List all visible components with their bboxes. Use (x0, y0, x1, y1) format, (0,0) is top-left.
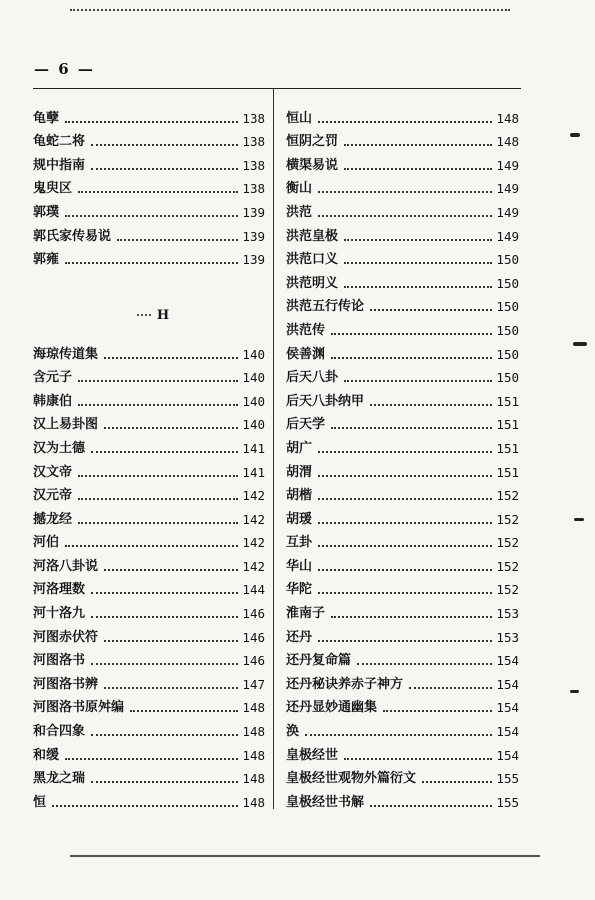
entry-page-number: 139 (242, 228, 265, 244)
dot-leader (91, 781, 238, 783)
entry-page-number: 149 (496, 204, 519, 220)
dot-leader (65, 215, 238, 217)
entry-term: 河洛八卦说 (33, 558, 99, 574)
index-entry (286, 575, 519, 599)
entry-page-number: 149 (496, 181, 519, 197)
entry-term: 河洛理数 (33, 582, 86, 598)
entry-term: 黑龙之瑞 (33, 771, 86, 787)
index-entry (33, 481, 265, 505)
index-entry (33, 410, 265, 434)
index-entry (33, 646, 265, 670)
entry-page-number: 150 (496, 299, 519, 315)
dot-leader (344, 239, 492, 241)
entry-page-number: 146 (242, 606, 265, 622)
index-entry (286, 504, 519, 528)
entry-page-number: 138 (242, 110, 265, 126)
dot-leader (409, 687, 492, 689)
entry-term: 胡瑗 (286, 511, 313, 527)
dot-leader (78, 191, 238, 193)
entry-page-number: 149 (496, 228, 519, 244)
entry-term: 龟孽 (33, 110, 60, 126)
dot-leader (331, 333, 492, 335)
entry-page-number: 148 (242, 700, 265, 716)
index-column-right (286, 103, 519, 811)
index-entry (33, 551, 265, 575)
index-entry (33, 669, 265, 693)
entry-page-number: 152 (496, 511, 519, 527)
entry-term: 还丹秘诀养赤子神方 (286, 676, 404, 692)
index-entry (286, 716, 519, 740)
page-number: — 6 — (34, 60, 95, 78)
entry-term: 海琼传道集 (33, 346, 99, 362)
dot-leader (331, 427, 492, 429)
dot-leader (318, 475, 492, 477)
index-entry (286, 457, 519, 481)
entry-page-number: 150 (496, 275, 519, 291)
dot-leader (331, 616, 492, 618)
entry-page-number: 153 (496, 629, 519, 645)
index-entry (33, 528, 265, 552)
entry-term: 还丹显妙通幽集 (286, 700, 378, 716)
dot-leader (104, 640, 238, 642)
section-letter: H (156, 307, 170, 323)
entry-page-number: 153 (496, 606, 519, 622)
entry-term: 汉文帝 (33, 464, 73, 480)
dot-leader (318, 569, 492, 571)
dot-leader (65, 545, 238, 547)
entry-page-number: 148 (496, 110, 519, 126)
dot-leader (422, 781, 492, 783)
dot-leader (370, 404, 492, 406)
index-entry (286, 245, 519, 269)
index-entry (33, 386, 265, 410)
index-entry (286, 669, 519, 693)
entry-term: 韩康伯 (33, 393, 73, 409)
dot-leader (318, 215, 492, 217)
dot-leader (305, 734, 492, 736)
entry-term: 华山 (286, 558, 313, 574)
entry-term: 郭璞 (33, 204, 60, 220)
entry-page-number: 142 (242, 488, 265, 504)
dot-leader (344, 380, 492, 382)
scan-edge-bottom (70, 855, 540, 857)
entry-term: 河伯 (33, 535, 60, 551)
scan-speck (573, 342, 587, 346)
dot-leader (331, 357, 492, 359)
entry-term: 河图赤伏符 (33, 629, 99, 645)
index-entry (286, 268, 519, 292)
index-column-left (33, 103, 265, 811)
index-entry (33, 174, 265, 198)
index-entry (33, 103, 265, 127)
entry-term: 规中指南 (33, 157, 86, 173)
entry-page-number: 144 (242, 582, 265, 598)
entry-page-number: 141 (242, 464, 265, 480)
entry-page-number: 148 (242, 794, 265, 810)
entry-page-number: 141 (242, 440, 265, 456)
index-entry (33, 197, 265, 221)
dot-leader (65, 262, 238, 264)
index-entry (286, 103, 519, 127)
entry-page-number: 138 (242, 157, 265, 173)
entry-term: 淮南子 (286, 606, 326, 622)
scan-speck (570, 133, 580, 137)
dot-leader (78, 498, 238, 500)
entry-page-number: 148 (242, 724, 265, 740)
dot-leader (91, 168, 238, 170)
index-entry (286, 646, 519, 670)
entry-term: 胡楷 (286, 488, 313, 504)
entry-term: 涣 (286, 724, 300, 740)
dot-leader (78, 475, 238, 477)
index-entry (286, 292, 519, 316)
index-entry (33, 716, 265, 740)
entry-page-number: 140 (242, 417, 265, 433)
entry-term: 还丹复命篇 (286, 653, 352, 669)
index-entry (33, 693, 265, 717)
entry-page-number: 140 (242, 393, 265, 409)
index-entry (286, 433, 519, 457)
entries-after-heading (33, 339, 265, 811)
index-entry (286, 622, 519, 646)
entry-term: 汉元帝 (33, 488, 73, 504)
heading-ornament (137, 314, 151, 316)
index-entry (33, 787, 265, 811)
dot-leader (318, 640, 492, 642)
dot-leader (370, 805, 492, 807)
entry-page-number: 150 (496, 346, 519, 362)
index-entry (286, 551, 519, 575)
dot-leader (318, 191, 492, 193)
entry-term: 洪范传 (286, 322, 326, 338)
entry-page-number: 139 (242, 252, 265, 268)
column-divider (273, 89, 274, 809)
entry-page-number: 147 (242, 676, 265, 692)
entry-page-number: 146 (242, 629, 265, 645)
entry-term: 河图洛书 (33, 653, 86, 669)
entry-page-number: 140 (242, 346, 265, 362)
entry-page-number: 142 (242, 558, 265, 574)
entry-term: 恒山 (286, 110, 313, 126)
entry-page-number: 148 (242, 747, 265, 763)
scan-speck (574, 518, 584, 521)
entry-term: 龟蛇二将 (33, 134, 86, 150)
index-entry (286, 693, 519, 717)
entry-term: 衡山 (286, 181, 313, 197)
entry-page-number: 152 (496, 488, 519, 504)
entry-term: 侯善渊 (286, 346, 326, 362)
entry-term: 还丹 (286, 629, 313, 645)
dot-leader (104, 427, 238, 429)
index-entry (286, 598, 519, 622)
entry-term: 洪范 (286, 204, 313, 220)
dot-leader (104, 687, 238, 689)
entry-term: 恒 (33, 794, 47, 810)
index-entry (286, 339, 519, 363)
dot-leader (91, 451, 238, 453)
dot-leader (344, 168, 492, 170)
entry-page-number: 152 (496, 558, 519, 574)
index-entry (33, 221, 265, 245)
entry-page-number: 155 (496, 771, 519, 787)
dot-leader (91, 592, 238, 594)
entry-term: 互卦 (286, 535, 313, 551)
entry-term: 横渠易说 (286, 157, 339, 173)
entry-page-number: 154 (496, 653, 519, 669)
entry-term: 鬼臾区 (33, 181, 73, 197)
entry-term: 洪范皇极 (286, 228, 339, 244)
index-entry (286, 221, 519, 245)
entry-term: 撼龙经 (33, 511, 73, 527)
entry-page-number: 154 (496, 724, 519, 740)
index-entry (33, 150, 265, 174)
entry-page-number: 154 (496, 676, 519, 692)
dot-leader (344, 262, 492, 264)
entry-page-number: 151 (496, 464, 519, 480)
entry-term: 汉为土德 (33, 440, 86, 456)
entry-term: 含元子 (33, 370, 73, 386)
entry-term: 后天八卦纳甲 (286, 393, 365, 409)
dot-leader (344, 758, 492, 760)
entry-page-number: 154 (496, 747, 519, 763)
dot-leader (65, 758, 238, 760)
entry-term: 河十洛九 (33, 606, 86, 622)
dot-leader (357, 663, 492, 665)
entry-page-number: 142 (242, 535, 265, 551)
entry-term: 华陀 (286, 582, 313, 598)
index-entry (33, 622, 265, 646)
index-entry (286, 197, 519, 221)
index-entry (33, 740, 265, 764)
entry-page-number: 155 (496, 794, 519, 810)
index-entry (33, 598, 265, 622)
dot-leader (91, 734, 238, 736)
entry-term: 洪范五行传论 (286, 299, 365, 315)
index-entry (286, 150, 519, 174)
entry-page-number: 150 (496, 370, 519, 386)
dot-leader (344, 286, 492, 288)
dot-leader (78, 522, 238, 524)
entry-page-number: 151 (496, 393, 519, 409)
entry-term: 皇极经世观物外篇衍文 (286, 771, 417, 787)
entry-page-number: 140 (242, 370, 265, 386)
index-entry (33, 339, 265, 363)
index-entry (286, 764, 519, 788)
dot-leader (52, 805, 238, 807)
dot-leader (78, 404, 238, 406)
entry-term: 郭氏家传易说 (33, 228, 112, 244)
dot-leader (318, 498, 492, 500)
entry-term: 汉上易卦图 (33, 417, 99, 433)
entry-page-number: 149 (496, 157, 519, 173)
index-entry (286, 740, 519, 764)
dot-leader (91, 616, 238, 618)
entry-term: 后天学 (286, 417, 326, 433)
index-entry (286, 481, 519, 505)
entry-term: 胡广 (286, 440, 313, 456)
index-entry (286, 410, 519, 434)
scan-speck (570, 690, 579, 693)
index-entry (286, 127, 519, 151)
dot-leader (318, 121, 492, 123)
dot-leader (318, 522, 492, 524)
entry-term: 皇极经世 (286, 747, 339, 763)
entry-page-number: 142 (242, 511, 265, 527)
section-heading (33, 292, 265, 339)
dot-leader (104, 357, 238, 359)
header-rule (33, 88, 521, 89)
entry-term: 河图洛书原舛编 (33, 700, 125, 716)
index-entry (33, 504, 265, 528)
index-entry (33, 575, 265, 599)
index-entry (33, 457, 265, 481)
entry-page-number: 151 (496, 440, 519, 456)
entry-page-number: 146 (242, 653, 265, 669)
index-entry (286, 787, 519, 811)
dot-leader (318, 545, 492, 547)
dot-leader (344, 144, 492, 146)
entry-term: 和合四象 (33, 724, 86, 740)
dot-leader (318, 451, 492, 453)
entry-term: 和缓 (33, 747, 60, 763)
entry-term: 胡渭 (286, 464, 313, 480)
index-entry (33, 433, 265, 457)
index-entry (286, 528, 519, 552)
entry-page-number: 139 (242, 204, 265, 220)
entry-page-number: 148 (496, 134, 519, 150)
entry-term: 恒阴之罚 (286, 134, 339, 150)
entry-term: 郭雍 (33, 252, 60, 268)
entry-page-number: 154 (496, 700, 519, 716)
entry-term: 河图洛书辨 (33, 676, 99, 692)
entry-page-number: 148 (242, 771, 265, 787)
entries-right (286, 103, 519, 811)
spacer (33, 268, 265, 292)
dot-leader (383, 710, 492, 712)
index-entry (33, 363, 265, 387)
entry-page-number: 152 (496, 582, 519, 598)
dot-leader (65, 121, 238, 123)
index-entry (286, 386, 519, 410)
dot-leader (370, 309, 492, 311)
entry-term: 洪范口义 (286, 252, 339, 268)
index-entry (33, 245, 265, 269)
entry-term: 皇极经世书解 (286, 794, 365, 810)
index-entry (33, 764, 265, 788)
entry-term: 后天八卦 (286, 370, 339, 386)
index-entry (286, 315, 519, 339)
entry-page-number: 138 (242, 134, 265, 150)
index-entry (286, 363, 519, 387)
dot-leader (104, 569, 238, 571)
index-entry (33, 127, 265, 151)
dot-leader (117, 239, 238, 241)
entry-page-number: 152 (496, 535, 519, 551)
entry-page-number: 150 (496, 252, 519, 268)
dot-leader (318, 592, 492, 594)
dot-leader (91, 663, 238, 665)
scan-edge-top (70, 9, 510, 11)
entry-page-number: 151 (496, 417, 519, 433)
index-entry (286, 174, 519, 198)
entry-page-number: 150 (496, 322, 519, 338)
entry-page-number: 138 (242, 181, 265, 197)
dot-leader (130, 710, 238, 712)
dot-leader (78, 380, 238, 382)
entry-term: 洪范明义 (286, 275, 339, 291)
dot-leader (91, 144, 238, 146)
entries-before-heading (33, 103, 265, 268)
